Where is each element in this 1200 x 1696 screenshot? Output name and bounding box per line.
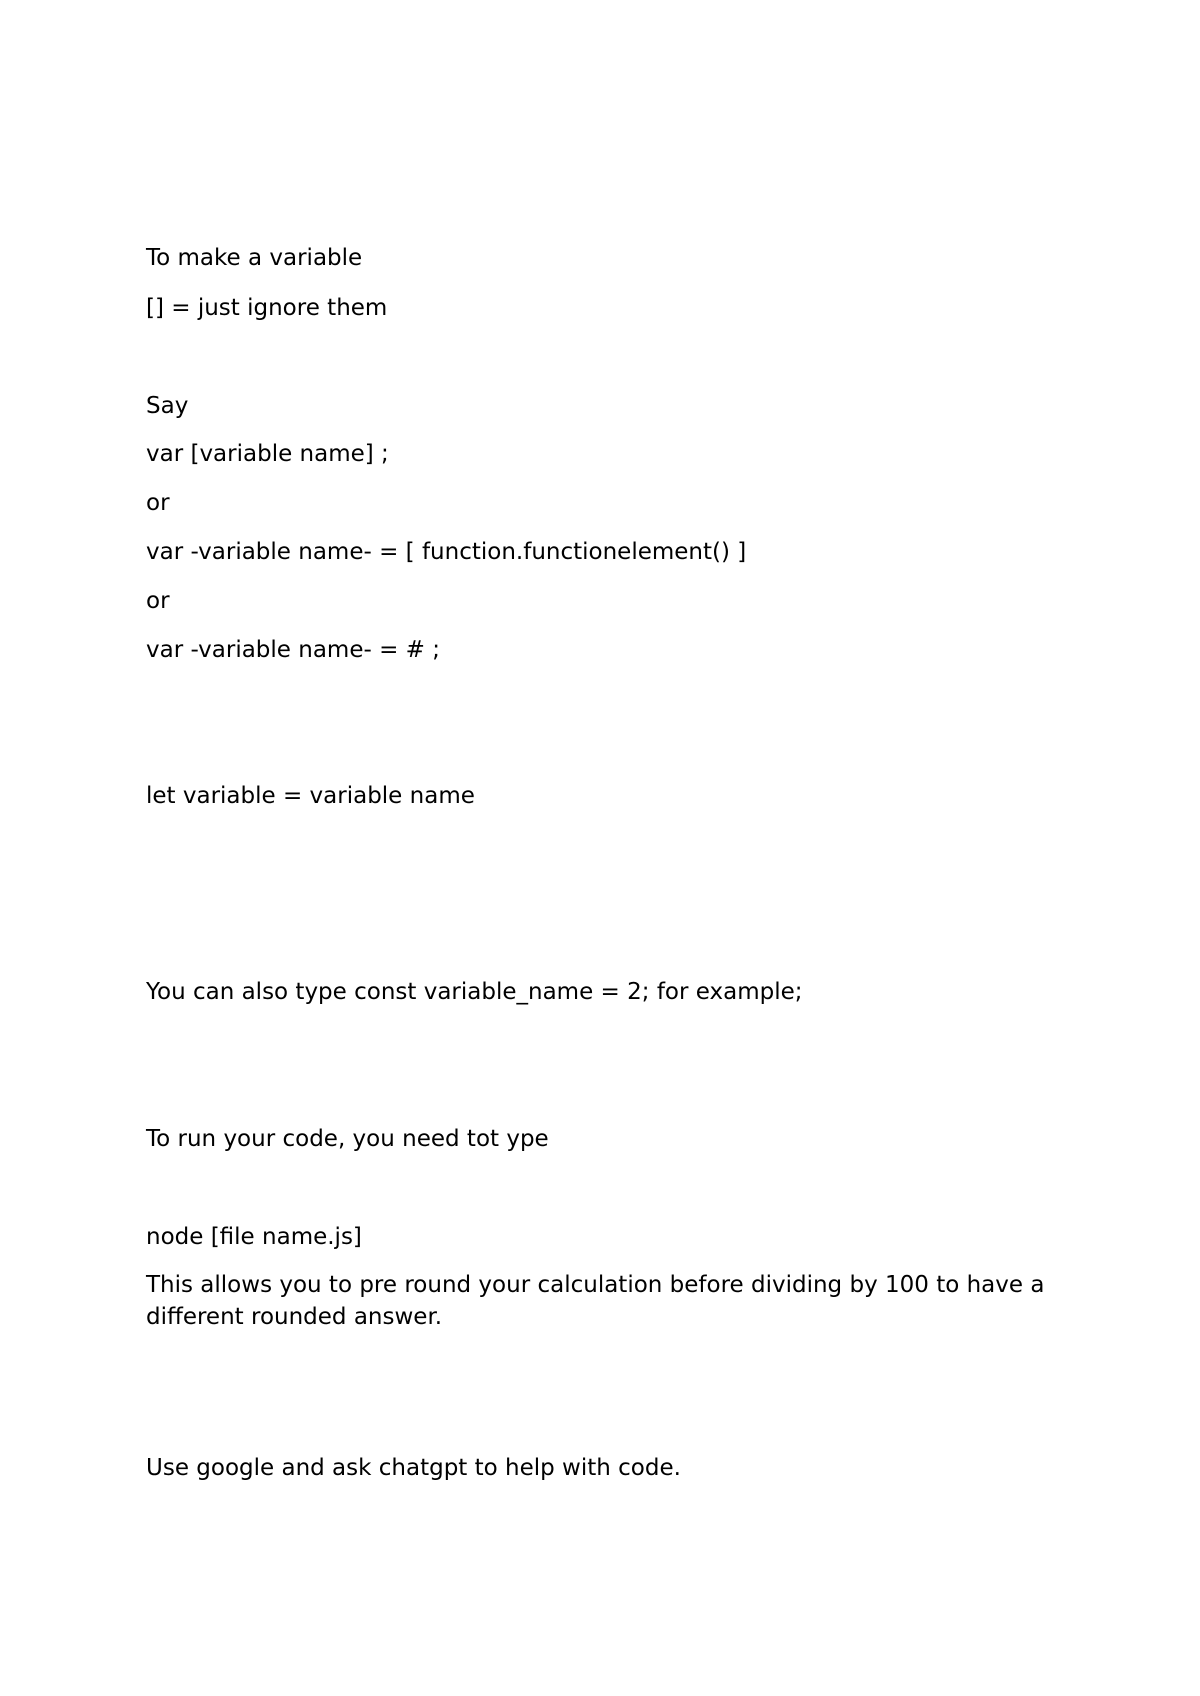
text-line: Use google and ask chatgpt to help with code. xyxy=(146,1455,681,1481)
text-line: var -variable name- = # ; xyxy=(146,637,441,663)
text-line: let variable = variable name xyxy=(146,783,475,809)
text-line: To make a variable xyxy=(146,245,363,271)
text-line: or xyxy=(146,588,170,614)
text-line: You can also type const variable_name = 2; for example; xyxy=(146,979,803,1005)
text-line: or xyxy=(146,490,170,516)
text-line: node [file name.js] xyxy=(146,1224,362,1250)
text-line: To run your code, you need tot ype xyxy=(146,1126,549,1152)
text-line: var -variable name- = [ function.functionelement() ] xyxy=(146,539,747,565)
text-line: [] = just ignore them xyxy=(146,295,388,321)
text-line: var [variable name] ; xyxy=(146,441,389,467)
text-paragraph: This allows you to pre round your calculation before dividing by 100 to have a different rounded answer. xyxy=(146,1272,1045,1330)
text-line: Say xyxy=(146,393,189,419)
